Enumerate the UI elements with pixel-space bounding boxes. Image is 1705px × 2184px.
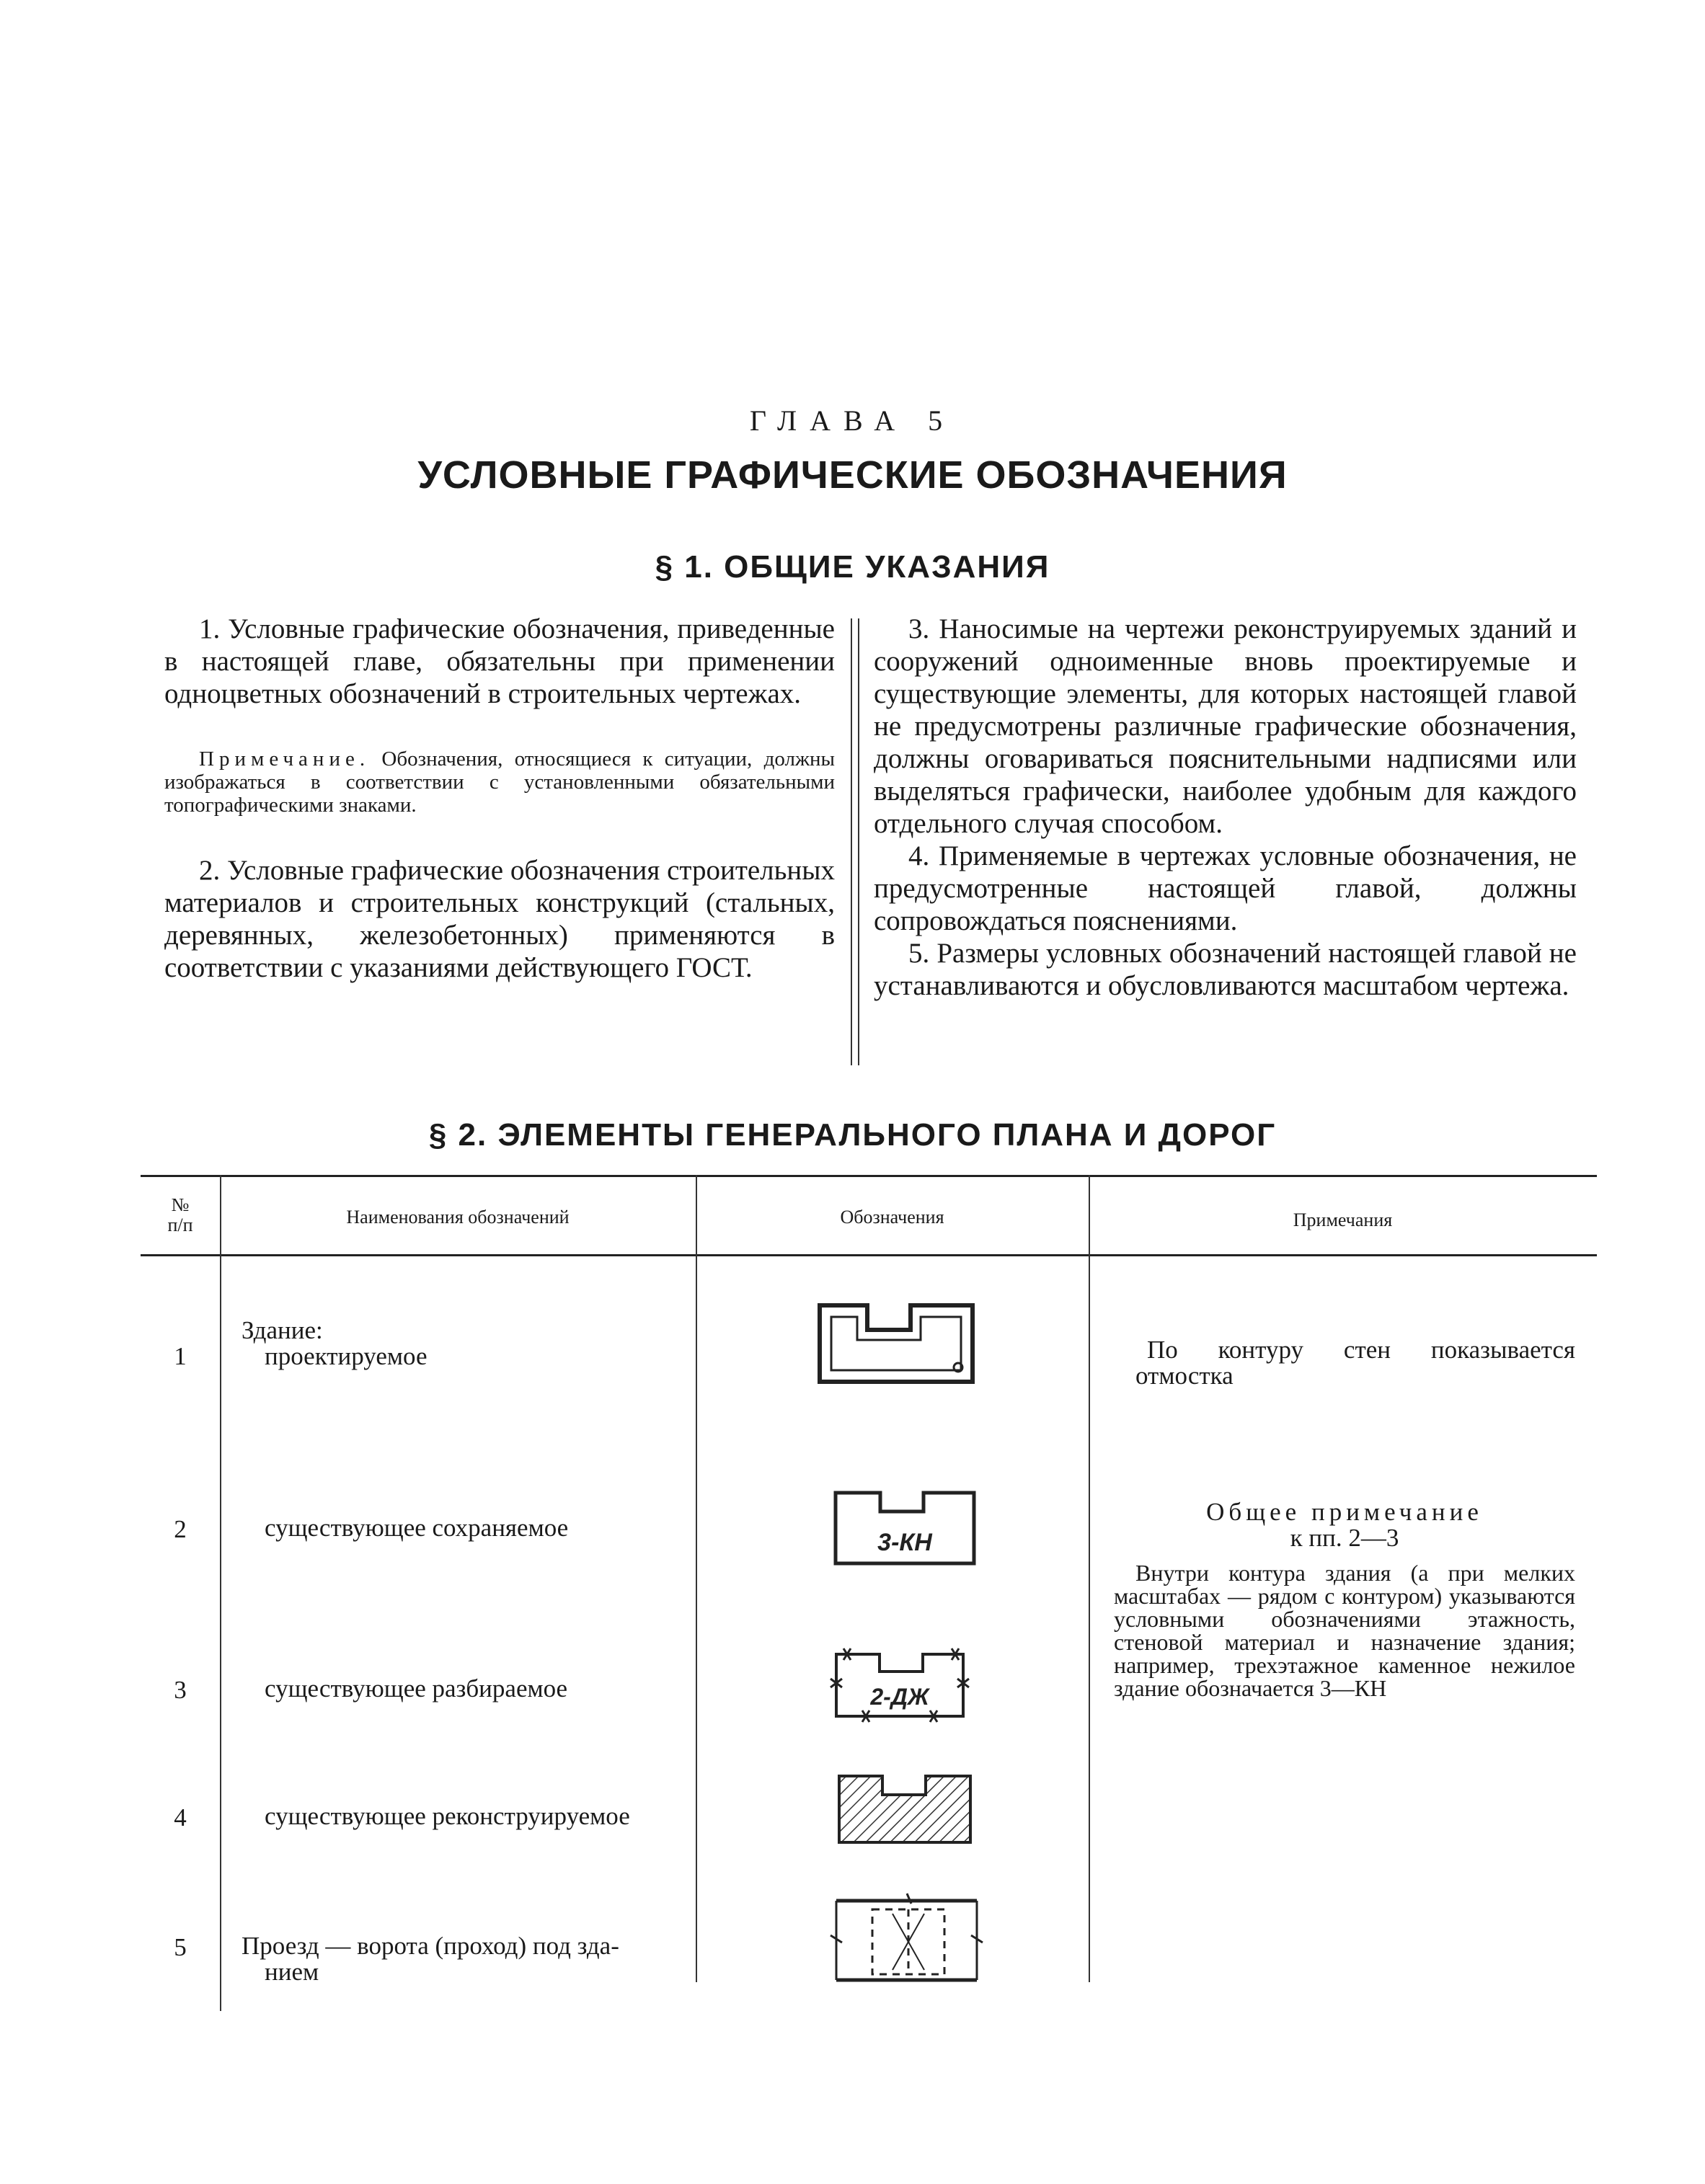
row-name: существующее сохраняемое xyxy=(265,1514,569,1542)
building-existing-kept-symbol xyxy=(833,1488,977,1568)
row-number: 3 xyxy=(174,1676,187,1704)
remark-row-1-text: По контуру стен показывается отмостка xyxy=(1135,1336,1575,1390)
row-number: 2 xyxy=(174,1515,187,1543)
table-header-rule xyxy=(141,1254,1597,1256)
header-remarks: Примечания xyxy=(1293,1209,1393,1230)
row-number: 5 xyxy=(174,1933,187,1961)
row-name: существующее реконструируемое xyxy=(265,1802,630,1830)
intro-left-column xyxy=(164,613,835,984)
remark-row-1 xyxy=(1135,1337,1575,1389)
general-note-text: Внутри контура здания (а при мелких масштабах — рядом с контуром) указываются условными обозначениями этажность, стеновой материал и назначение здания; например, трехэтажное каменное нежилое здание обозначается 3—КН xyxy=(1114,1560,1575,1701)
header-name: Наименования обозначений xyxy=(346,1207,570,1228)
row-name-line2: нием xyxy=(265,1958,319,1986)
chapter-title: УСЛОВНЫЕ ГРАФИЧЕСКИЕ ОБОЗНАЧЕНИЯ xyxy=(417,453,1288,497)
symbol-label: 2-ДЖ xyxy=(870,1684,929,1710)
column-line-3 xyxy=(1089,1175,1090,1982)
row-name: существующее разбираемое xyxy=(265,1674,568,1703)
row-name xyxy=(242,1933,619,1985)
building-existing-demolished-symbol xyxy=(822,1640,980,1730)
chapter-label: ГЛАВА 5 xyxy=(749,404,956,437)
building-existing-reconstructed-symbol xyxy=(836,1773,973,1845)
row-name-line1: Проезд — ворота (проход) под зда- xyxy=(242,1932,619,1960)
paragraph-2: 2. Условные графические обозначения строительных материалов и строительных конструкций (стальных, деревянных, железобетонных) применяются в соответствии с указаниями действующего ГОСТ. xyxy=(164,855,835,983)
paragraph-5: 5. Размеры условных обозначений настоящей главой не устанавливаются и обусловливаются масштабом чертежа. xyxy=(874,938,1577,1001)
symbols-table xyxy=(141,1175,1597,2184)
row-number: 4 xyxy=(174,1803,187,1832)
header-num-line2: п/п xyxy=(167,1215,193,1235)
building-designed-symbol xyxy=(817,1301,975,1388)
paragraph-3: 3. Наносимые на чертежи реконструируемых зданий и сооружений одноименные вновь проектируемые и существующие элементы, для которых настоящей главой не предусмотрены различные графические обозначения, должны оговариваться пояснительными надписями или выделяться графически, наиболее удобным для каждого отдельного случая способом. xyxy=(874,613,1577,839)
passage-under-building-symbol xyxy=(829,1892,984,1989)
section-2-title: § 2. ЭЛЕМЕНТЫ ГЕНЕРАЛЬНОГО ПЛАНА И ДОРОГ xyxy=(428,1117,1277,1153)
header-num-line1: № xyxy=(171,1194,190,1215)
row-name xyxy=(242,1318,427,1370)
note-lead: Примечание. xyxy=(199,747,371,771)
general-note-sub: к пп. 2—3 xyxy=(1290,1524,1399,1552)
note-text: Обозначения, относящиеся к ситуации, должны изображаться в соответствии с установленными обязательными топографическими знаками. xyxy=(164,747,835,817)
column-line-1 xyxy=(220,1175,221,2011)
paragraph-4: 4. Применяемые в чертежах условные обозначения, не предусмотренные настоящей главой, должны сопровождаться пояснениями. xyxy=(874,840,1577,936)
header-num xyxy=(141,1195,220,1235)
row-name-line2: проектируемое xyxy=(265,1342,428,1370)
note-paragraph xyxy=(164,747,835,817)
header-symbol: Обозначения xyxy=(840,1207,944,1228)
column-line-2 xyxy=(696,1175,697,1982)
table-top-rule xyxy=(141,1175,1597,1177)
section-1-title: § 1. ОБЩИЕ УКАЗАНИЯ xyxy=(655,549,1050,585)
intro-right-column xyxy=(874,613,1577,1002)
row-number: 1 xyxy=(174,1342,187,1370)
general-note-title: Общее примечание xyxy=(1206,1498,1483,1526)
paragraph-1: 1. Условные графические обозначения, приведенные в настоящей главе, обязательны при применении одноцветных обозначений в строительных чертежах. xyxy=(164,613,835,709)
row-name-line1: Здание: xyxy=(242,1316,323,1344)
column-divider xyxy=(851,618,859,1065)
symbol-label: 3-КН xyxy=(877,1529,932,1556)
general-note xyxy=(1114,1499,1575,1700)
